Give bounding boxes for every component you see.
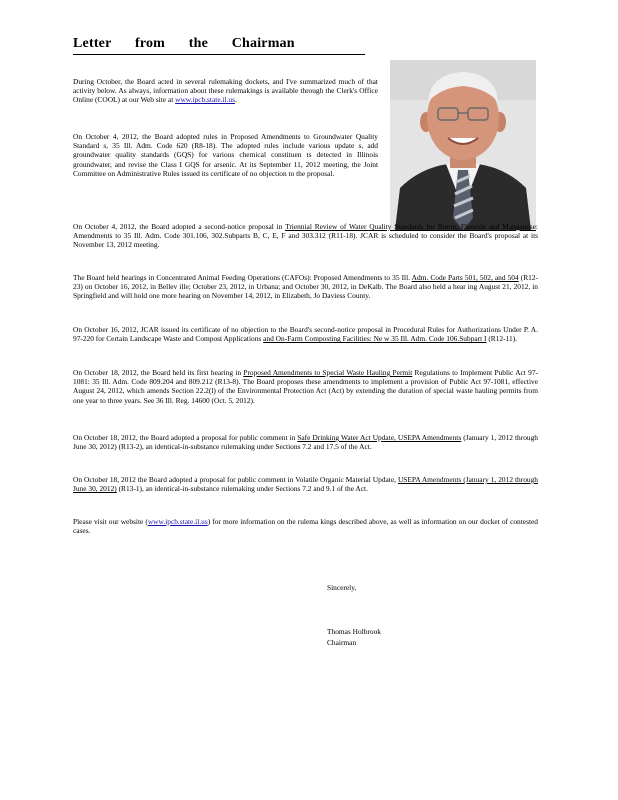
paragraph-safe-drinking-water: On October 18, 2012, the Board adopted a proposal for public comment in Safe Drinking Water Act Update, USEPA Amendments (January 1, 2012 through June 30, 2012) (R13-2), an identical-in-substance rulemaking under Sections 7.2 and 17.5 of the Act. [73,433,538,452]
paragraph-special-waste: On October 18, 2012, the Board held its first hearing in Proposed Amendments to Special Waste Hauling Permit Regulations to Implement Public Act 97-1081: 35 Ill. Adm. Code 809.204 and 809.212 (R13-8). The Board proposes these amendments to implement a provision of Public Act 97-1081, effective August 24, 2012, which amends Section 22.2(l) of the Environmental Protection Act (Act) by extending the duration of special waste hauling permits from one year to three years. See 36 Ill. Reg. 14600 (Oct. 5, 2012). [73,368,538,405]
page-title: Letter from the Chairman [73,36,365,55]
paragraph-intro: During October, the Board acted in several rulemaking dockets, and I've summarized much of that activity below. As always, information about these rulemakings is available through the Clerk's Office Online (COOL) at our Web site at www.ipcb.state.il.us. [73,77,378,105]
signer-role: Chairman [327,638,357,647]
website-link[interactable]: www.ipcb.state.il.us [147,517,208,526]
website-link[interactable]: www.ipcb.state.il.us [175,95,235,105]
paragraph-groundwater: On October 4, 2012, the Board adopted rules in Proposed Amendments to Groundwater Quality Standard s, 35 Ill. Adm. Code 620 (R8-18). The adopted rules include various update s, add groundwater quality standards (GQS) for various chemical constituen ts detected in Illinois groundwater, and revise the Class I GQS for arsenic. At its September 11, 2012 meeting, the Joint Committee on Administrative Rules issued its certificate of no objection to the proposal. [73,132,378,178]
salutation: Sincerely, [327,583,357,592]
signer-name: Thomas Holbrook [327,627,381,636]
paragraph-cafos: The Board held hearings in Concentrated Animal Feeding Operations (CAFOs): Proposed Amendments to 35 Ill. Adm. Code Parts 501, 502, and 504 (R12-23) on October 16, 2012, in Bellev ille; October 23, 2012, in Urbana; and October 30, 2012, in DeKalb. The Board also held a hear ing August 21, 2012, in Springfield and will hold one more hearing on November 14, 2012, in Elizabeth, Jo Daviess County. [73,273,538,301]
paragraph-triennial-review: On October 4, 2012, the Board adopted a second-notice proposal in Triennial Review of Water Quality Standards for Boron, Fluoride and Manganese: Amendments to 35 Ill. Adm. Code 301.106, 302.Subparts B, C, E, F and 303.312 (R11-18). JCAR is scheduled to consider the Board's proposal at its November 13, 2012 meeting. [73,222,538,250]
paragraph-volatile-organic: On October 18, 2012 the Board adopted a proposal for public comment in Volatile Organic Material Update, USEPA Amendments (January 1, 2012 through June 30, 2012) (R13-1), an identical-in-substance rulemaking under Sections 7.2 and 9.1 of the Act. [73,475,538,494]
paragraph-website: Please visit our website (www.ipcb.state.il.us) for more information on the rulema kings described above, as well as information on our docket of contested cases. [73,517,538,536]
paragraph-procedural-rules: On October 16, 2012, JCAR issued its certificate of no objection to the Board's second-notice proposal in Procedural Rules for Authorizations Under P. A. 97-220 for Certain Landscape Waste and Compost Applications and On-Farm Composting Facilities: Ne w 35 Ill. Adm. Code 106.Subpart I (R12-11). [73,325,538,344]
chairman-photo [390,60,536,230]
